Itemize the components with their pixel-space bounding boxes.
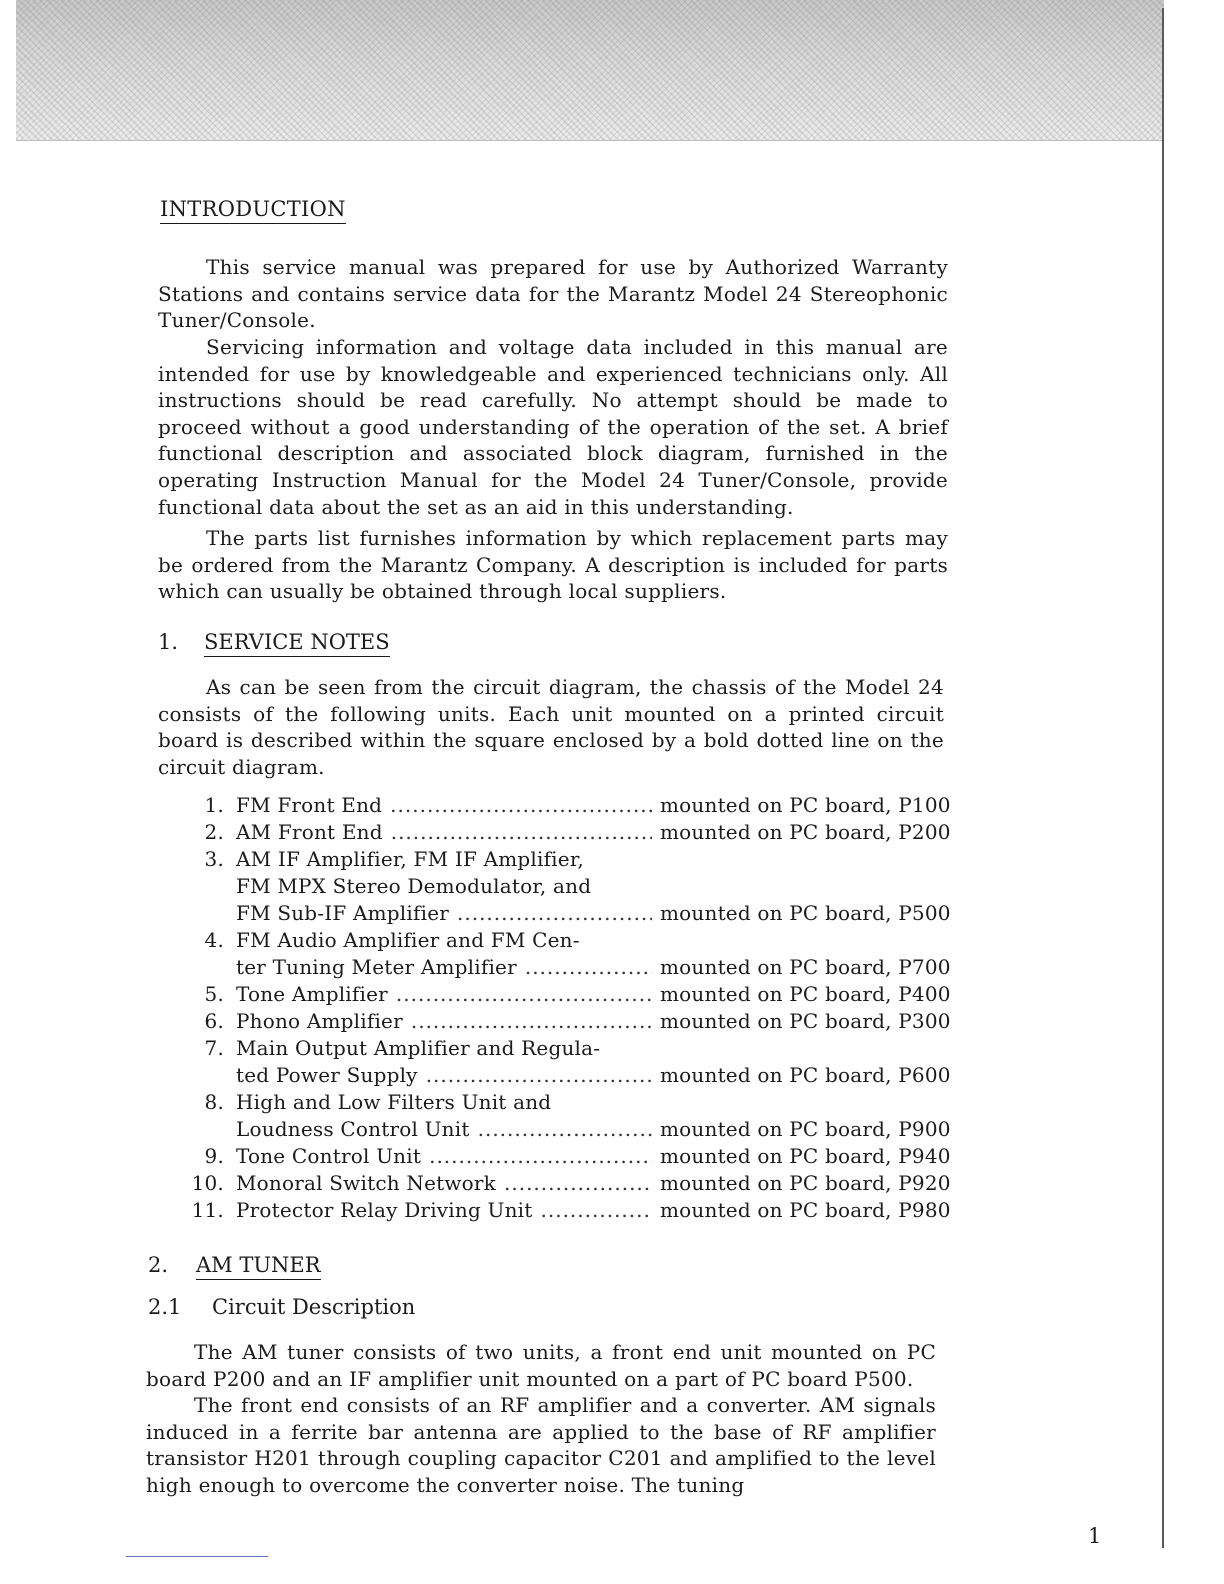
unit-item [180,981,950,1008]
page-number: 1 [1088,1524,1102,1548]
section-title: SERVICE NOTES [204,629,390,657]
unit-item [180,846,950,927]
unit-item [180,1089,950,1143]
unit-board: mounted on PC board, P980 [660,1198,951,1222]
unit-number: 10. [191,1171,224,1195]
unit-name: Loudness Control Unit [236,1117,470,1141]
introduction-heading: INTRODUCTION [160,196,346,224]
unit-board: mounted on PC board, P920 [660,1171,951,1195]
unit-name: Protector Relay Driving Unit [236,1198,533,1222]
intro-paragraph-2: Servicing information and voltage data included in this manual are intended for use by knowledgeable and experienced technicians only. All instructions should be read carefully. No attempt should be made to proceed without a good understanding of the operation of the set. A brief functional description and associated block diagram, furnished in the operating Instruction Manual for the Model 24 Tuner/Console, provide functional data about the set as an aid in this understanding. [158,335,948,519]
units-list [180,792,950,1224]
leader-dots [478,1116,652,1143]
unit-name: FM Front End [236,793,383,817]
unit-name: High and Low Filters Unit and [236,1090,552,1114]
section-title: AM TUNER [196,1252,321,1280]
unit-number: 1. [204,793,224,817]
unit-number: 7. [204,1036,224,1060]
intro-paragraph-1: This service manual was prepared for use by Authorized Warranty Stations and contains service data for the Marantz Model 24 Stereophonic Tuner/Console. [158,255,948,333]
unit-board: mounted on PC board, P700 [660,955,951,979]
unit-item [180,1035,950,1089]
am-tuner-paragraph-2: The front end consists of an RF amplifier and a converter. AM signals induced in a ferrite bar antenna are applied to the base of RF amplifier transistor H201 through coupling capacitor C201 and amplified to the level high enough to overcome the converter noise. The tuning [146,1393,936,1497]
subsection-title: Circuit Description [212,1295,416,1319]
leader-dots [411,1008,652,1035]
section-number: 2. [148,1253,169,1277]
unit-item [180,927,950,981]
unit-name: AM Front End [236,820,383,844]
unit-name: FM Sub-IF Amplifier [236,901,449,925]
unit-board: mounted on PC board, P300 [660,1009,951,1033]
unit-name: Main Output Amplifier and Regula- [236,1036,601,1060]
unit-board: mounted on PC board, P100 [660,793,951,817]
unit-number: 11. [191,1198,224,1222]
unit-item [180,792,950,819]
unit-board: mounted on PC board, P940 [660,1144,951,1168]
unit-name: Monoral Switch Network [236,1171,496,1195]
unit-board: mounted on PC board, P200 [660,820,951,844]
unit-number: 6. [204,1009,224,1033]
unit-name: AM IF Amplifier, FM IF Amplifier, [236,847,584,871]
unit-item [180,819,950,846]
unit-number: 4. [204,928,224,952]
unit-name: ter Tuning Meter Amplifier [236,955,517,979]
unit-item [180,1143,950,1170]
circuit-description-heading [148,1294,415,1320]
unit-board: mounted on PC board, P600 [660,1063,951,1087]
leader-dots [391,819,652,846]
unit-number: 3. [204,847,224,871]
unit-item [180,1170,950,1197]
unit-board: mounted on PC board, P400 [660,982,951,1006]
leader-dots [541,1197,653,1224]
section-number: 1. [158,630,179,654]
leader-dots [429,1143,652,1170]
unit-name: ted Power Supply [236,1063,418,1087]
unit-number: 9. [204,1144,224,1168]
leader-dots [396,981,652,1008]
leader-dots [525,954,652,981]
unit-name: FM Audio Amplifier and FM Cen- [236,928,580,952]
unit-number: 5. [204,982,224,1006]
leader-dots [504,1170,652,1197]
leader-dots [390,792,652,819]
page-edge-line [1162,8,1164,1548]
service-notes-paragraph: As can be seen from the circuit diagram, the chassis of the Model 24 consists of the following units. Each unit mounted on a printed circuit board is described within the square enclosed by a bold dotted line on the circuit diagram. [158,675,944,779]
unit-item [180,1197,950,1224]
scan-shadow-band [16,0,1164,141]
unit-name: Tone Control Unit [236,1144,422,1168]
leader-dots [426,1062,652,1089]
unit-name: Tone Amplifier [236,982,388,1006]
unit-name: Phono Amplifier [236,1009,403,1033]
unit-board: mounted on PC board, P500 [660,901,951,925]
unit-name: FM MPX Stereo Demodulator, and [236,874,592,898]
footer-rule [126,1556,268,1557]
subsection-number: 2.1 [148,1295,182,1319]
am-tuner-paragraph-1: The AM tuner consists of two units, a front end unit mounted on PC board P200 and an IF amplifier unit mounted on a part of PC board P500. [146,1340,936,1391]
leader-dots [457,900,652,927]
unit-number: 2. [204,820,224,844]
unit-item [180,1008,950,1035]
unit-board: mounted on PC board, P900 [660,1117,951,1141]
unit-number: 8. [204,1090,224,1114]
intro-paragraph-3: The parts list furnishes information by which replacement parts may be ordered from the Marantz Company. A description is included for parts which can usually be obtained through local suppliers. [158,526,948,604]
